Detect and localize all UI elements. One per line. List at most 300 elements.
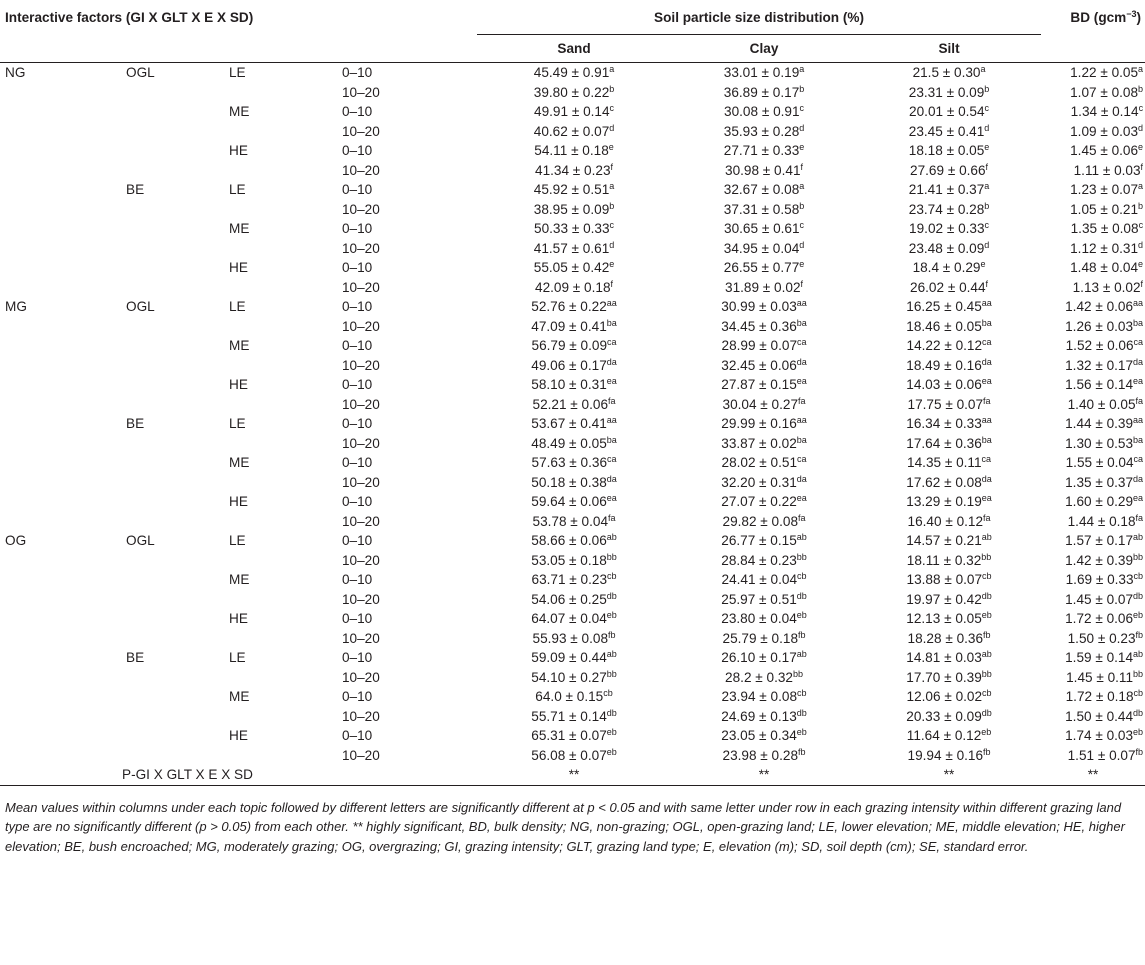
clay-value-cell-text: 27.07 ± 0.22 [721, 494, 797, 509]
significance-letter: fa [983, 512, 991, 523]
significance-letter: f [1140, 278, 1144, 289]
sand-value-cell [477, 707, 671, 727]
sand-value-cell [477, 512, 671, 532]
clay-value-cell-text: 28.02 ± 0.51 [721, 455, 798, 470]
elevation-cell-text: HE [229, 728, 248, 743]
silt-value-cell [857, 336, 1041, 356]
grazing-land-type-cell [113, 648, 228, 668]
soil-depth-cell-text: 0–10 [342, 689, 373, 704]
silt-value-cell-text: 19.94 ± 0.16 [907, 747, 984, 763]
soil-depth-cell [342, 141, 477, 161]
significance-letter: cb [1133, 688, 1144, 698]
silt-value-cell [857, 317, 1041, 337]
soil-depth-cell [342, 531, 477, 551]
table-row [0, 531, 1145, 551]
grazing-land-type-cell [113, 395, 228, 415]
clay-value-cell [671, 83, 857, 103]
bd-value-cell-text: 1.12 ± 0.31 [1070, 240, 1139, 256]
sand-value-cell [477, 492, 671, 512]
elevation-cell-text: ME [229, 455, 250, 470]
significance-letter: d [609, 122, 615, 133]
significance-letter: ca [607, 454, 617, 464]
sand-value-cell [477, 414, 671, 434]
silt-value-cell [857, 609, 1041, 629]
elevation-cell [228, 707, 342, 727]
bd-value-cell-text: 1.30 ± 0.53 [1065, 435, 1134, 451]
grazing-land-type-cell [113, 375, 228, 395]
significance-letter: fa [608, 395, 616, 406]
grazing-intensity-cell [0, 687, 113, 707]
table-row [0, 668, 1145, 688]
significance-letter: e [799, 259, 805, 269]
elevation-cell-text: ME [229, 572, 250, 587]
p-value-clay: ** [671, 765, 857, 785]
clay-value-cell [671, 746, 857, 766]
clay-value-cell [671, 200, 857, 220]
silt-value-cell [857, 102, 1041, 122]
grazing-land-type-cell [113, 297, 228, 317]
silt-value-cell [857, 726, 1041, 746]
grazing-land-type-cell [113, 473, 228, 493]
silt-value-cell-text: 14.81 ± 0.03 [906, 650, 982, 665]
significance-letter: eb [796, 727, 807, 737]
table-row [0, 63, 1145, 83]
silt-value-cell [857, 83, 1041, 103]
silt-value-cell [857, 161, 1041, 181]
soil-depth-cell [342, 570, 477, 590]
bd-value-cell-text: 1.72 ± 0.06 [1065, 611, 1134, 626]
soil-depth-cell [342, 668, 477, 688]
silt-value-cell [857, 278, 1041, 298]
table-row [0, 551, 1145, 571]
significance-letter: d [984, 239, 990, 250]
bd-value-cell [1041, 219, 1145, 239]
elevation-cell [228, 590, 342, 610]
table-row [0, 239, 1145, 259]
bd-value-cell-text: 1.55 ± 0.04 [1065, 455, 1134, 470]
table-row [0, 648, 1145, 668]
silt-value-cell-text: 11.64 ± 0.12 [906, 728, 982, 743]
elevation-cell [228, 531, 342, 551]
soil-depth-cell-text: 10–20 [342, 435, 380, 451]
header-clay: Clay [671, 35, 857, 63]
soil-depth-cell-text: 10–20 [342, 162, 380, 178]
elevation-cell [228, 258, 342, 278]
clay-value-cell [671, 297, 857, 317]
sand-value-cell-text: 41.57 ± 0.61 [533, 240, 610, 256]
soil-depth-cell [342, 414, 477, 434]
significance-letter: fb [983, 629, 991, 640]
clay-value-cell-text: 31.89 ± 0.02 [725, 279, 801, 295]
p-value-sand: ** [477, 765, 671, 785]
significance-letter: da [606, 473, 617, 484]
sand-value-cell [477, 297, 671, 317]
silt-value-cell [857, 687, 1041, 707]
significance-letter: ea [981, 376, 992, 386]
elevation-cell [228, 141, 342, 161]
soil-depth-cell [342, 512, 477, 532]
bd-value-cell-text: 1.26 ± 0.03 [1065, 318, 1134, 334]
bd-value-cell-text: 1.57 ± 0.17 [1065, 533, 1134, 548]
elevation-cell [228, 648, 342, 668]
elevation-cell [228, 375, 342, 395]
clay-value-cell-text: 30.08 ± 0.91 [724, 104, 800, 119]
significance-letter: cb [797, 688, 807, 698]
header-bd-spacer [1041, 35, 1145, 63]
silt-value-cell-text: 18.46 ± 0.05 [906, 318, 982, 334]
significance-letter: b [799, 200, 805, 211]
sand-value-cell-text: 45.92 ± 0.51 [533, 182, 610, 197]
silt-value-cell-text: 17.75 ± 0.07 [907, 396, 984, 412]
silt-value-cell-text: 13.29 ± 0.19 [906, 494, 982, 509]
bd-value-cell-text: 1.40 ± 0.05 [1067, 396, 1136, 412]
clay-value-cell [671, 161, 857, 181]
soil-depth-cell [342, 648, 477, 668]
silt-value-cell [857, 141, 1041, 161]
silt-value-cell-text: 20.01 ± 0.54 [909, 104, 985, 119]
soil-depth-cell [342, 453, 477, 473]
grazing-land-type-cell [113, 668, 228, 688]
clay-value-cell [671, 434, 857, 454]
clay-value-cell-text: 34.45 ± 0.36 [721, 318, 797, 334]
silt-value-cell [857, 434, 1041, 454]
grazing-intensity-cell [0, 239, 113, 259]
clay-value-cell-text: 32.67 ± 0.08 [723, 182, 800, 197]
significance-letter: bb [796, 551, 807, 562]
p-value-label: P-GI X GLT X E X SD [0, 765, 477, 785]
bd-value-cell [1041, 726, 1145, 746]
soil-depth-cell [342, 336, 477, 356]
significance-letter: da [981, 473, 992, 484]
table-row [0, 317, 1145, 337]
elevation-cell [228, 63, 342, 83]
soil-depth-cell [342, 609, 477, 629]
elevation-cell [228, 356, 342, 376]
silt-value-cell-text: 14.03 ± 0.06 [906, 377, 982, 392]
table-row [0, 336, 1145, 356]
grazing-intensity-cell [0, 648, 113, 668]
significance-letter: d [984, 122, 990, 133]
clay-value-cell-text: 24.69 ± 0.13 [721, 708, 797, 724]
grazing-intensity-cell [0, 414, 113, 434]
soil-depth-cell-text: 10–20 [342, 669, 380, 685]
sand-value-cell [477, 356, 671, 376]
significance-letter: ca [797, 454, 807, 464]
grazing-intensity-cell [0, 317, 113, 337]
significance-letter: da [1133, 356, 1144, 367]
grazing-land-type-cell [113, 141, 228, 161]
soil-depth-cell [342, 122, 477, 142]
silt-value-cell [857, 531, 1041, 551]
significance-letter: db [1133, 707, 1144, 718]
significance-letter: eb [796, 610, 807, 620]
elevation-cell-text: ME [229, 338, 250, 353]
grazing-intensity-cell [0, 63, 113, 83]
soil-depth-cell [342, 63, 477, 83]
sand-value-cell [477, 102, 671, 122]
significance-letter: ba [981, 434, 992, 445]
significance-letter: aa [796, 415, 807, 425]
significance-letter: d [1138, 122, 1144, 133]
significance-letter: aa [1133, 415, 1144, 425]
soil-depth-cell-text: 0–10 [342, 416, 373, 431]
significance-letter: eb [981, 727, 992, 737]
bd-value-cell-text: 1.22 ± 0.05 [1070, 65, 1139, 80]
significance-letter: ea [796, 493, 807, 503]
bd-value-cell [1041, 512, 1145, 532]
silt-value-cell [857, 453, 1041, 473]
elevation-cell-text: LE [229, 182, 246, 197]
silt-value-cell [857, 648, 1041, 668]
bd-value-cell [1041, 414, 1145, 434]
elevation-cell [228, 434, 342, 454]
soil-depth-cell [342, 278, 477, 298]
soil-depth-cell [342, 746, 477, 766]
grazing-intensity-cell [0, 434, 113, 454]
sand-value-cell-text: 40.62 ± 0.07 [533, 123, 610, 139]
significance-letter: da [1133, 473, 1144, 484]
clay-value-cell [671, 278, 857, 298]
soil-depth-cell-text: 0–10 [342, 494, 373, 509]
clay-value-cell-text: 32.20 ± 0.31 [721, 474, 797, 490]
clay-value-cell-text: 36.89 ± 0.17 [723, 84, 800, 100]
sand-value-cell-text: 45.49 ± 0.91 [533, 65, 610, 80]
significance-letter: ba [1133, 434, 1144, 445]
significance-letter: f [1140, 161, 1144, 172]
bd-value-cell-text: 1.72 ± 0.18 [1065, 689, 1134, 704]
soil-depth-cell [342, 492, 477, 512]
grazing-intensity-cell [0, 746, 113, 766]
sand-value-cell-text: 50.18 ± 0.38 [531, 474, 607, 490]
bd-value-cell-text: 1.34 ± 0.14 [1070, 104, 1139, 119]
table-row [0, 375, 1145, 395]
significance-letter: eb [606, 727, 617, 737]
clay-value-cell [671, 570, 857, 590]
elevation-cell [228, 278, 342, 298]
table-row [0, 570, 1145, 590]
significance-letter: eb [606, 746, 617, 757]
significance-letter: fa [798, 512, 806, 523]
sand-value-cell [477, 473, 671, 493]
sand-value-cell-text: 48.49 ± 0.05 [531, 435, 607, 451]
clay-value-cell-text: 35.93 ± 0.28 [723, 123, 800, 139]
grazing-land-type-cell [113, 453, 228, 473]
significance-letter: f [610, 161, 614, 172]
sand-value-cell-text: 49.06 ± 0.17 [531, 357, 607, 373]
silt-value-cell [857, 512, 1041, 532]
sand-value-cell-text: 53.05 ± 0.18 [531, 552, 607, 568]
sand-value-cell [477, 336, 671, 356]
sand-value-cell-text: 47.09 ± 0.41 [531, 318, 607, 334]
elevation-cell [228, 317, 342, 337]
soil-depth-cell-text: 0–10 [342, 143, 373, 158]
table-row [0, 395, 1145, 415]
bd-value-cell-text: 1.50 ± 0.44 [1065, 708, 1134, 724]
sand-value-cell-text: 65.31 ± 0.07 [531, 728, 607, 743]
soil-depth-cell-text: 0–10 [342, 377, 373, 392]
significance-letter: ba [981, 317, 992, 328]
bd-value-cell [1041, 395, 1145, 415]
clay-value-cell [671, 414, 857, 434]
bd-value-cell [1041, 687, 1145, 707]
significance-letter: eb [606, 610, 617, 620]
significance-letter: e [1138, 259, 1144, 269]
grazing-land-type-cell [113, 492, 228, 512]
clay-value-cell-text: 33.01 ± 0.19 [723, 65, 800, 80]
significance-letter: aa [796, 298, 807, 308]
header-particle-size-label: Soil particle size distribution (%) [654, 9, 865, 25]
clay-value-cell-text: 28.2 ± 0.32 [725, 669, 793, 685]
bd-value-cell [1041, 297, 1145, 317]
grazing-intensity-cell [0, 102, 113, 122]
clay-value-cell-text: 23.05 ± 0.34 [721, 728, 797, 743]
bd-value-cell [1041, 278, 1145, 298]
significance-letter: b [609, 200, 615, 211]
elevation-cell [228, 687, 342, 707]
header-particle-size-group [477, 0, 1041, 35]
silt-value-cell-text: 23.31 ± 0.09 [908, 84, 985, 100]
grazing-intensity-cell [0, 83, 113, 103]
sand-value-cell [477, 531, 671, 551]
significance-letter: cb [797, 571, 807, 581]
elevation-cell [228, 668, 342, 688]
clay-value-cell-text: 29.99 ± 0.16 [721, 416, 797, 431]
soil-depth-cell-text: 0–10 [342, 572, 373, 587]
significance-letter: e [608, 142, 614, 152]
soil-depth-cell-text: 10–20 [342, 747, 380, 763]
silt-value-cell [857, 590, 1041, 610]
elevation-cell [228, 336, 342, 356]
soil-depth-cell-text: 10–20 [342, 84, 380, 100]
clay-value-cell-text: 23.94 ± 0.08 [721, 689, 798, 704]
silt-value-cell-text: 12.06 ± 0.02 [906, 689, 983, 704]
bd-value-cell [1041, 200, 1145, 220]
bd-value-cell [1041, 102, 1145, 122]
silt-value-cell [857, 356, 1041, 376]
elevation-cell [228, 492, 342, 512]
clay-value-cell [671, 375, 857, 395]
significance-letter: ab [796, 532, 807, 542]
sand-value-cell [477, 141, 671, 161]
soil-depth-cell [342, 102, 477, 122]
grazing-intensity-cell [0, 609, 113, 629]
silt-value-cell-text: 12.13 ± 0.05 [906, 611, 982, 626]
significance-letter: eb [1133, 727, 1144, 737]
significance-letter: aa [606, 415, 617, 425]
silt-value-cell-text: 21.5 ± 0.30 [912, 65, 981, 80]
significance-letter: d [799, 122, 805, 133]
significance-letter: fb [1135, 629, 1144, 640]
bd-value-cell-text: 1.23 ± 0.07 [1070, 182, 1139, 197]
significance-letter: b [984, 83, 990, 94]
grazing-land-type-cell-text: OGL [126, 299, 155, 314]
significance-letter: c [984, 220, 990, 230]
clay-value-cell [671, 551, 857, 571]
significance-letter: da [796, 356, 807, 367]
silt-value-cell [857, 297, 1041, 317]
grazing-intensity-cell [0, 395, 113, 415]
significance-letter: cb [982, 571, 992, 581]
elevation-cell [228, 746, 342, 766]
sand-value-cell-text: 58.66 ± 0.06 [531, 533, 607, 548]
bd-value-cell-text: 1.59 ± 0.14 [1065, 650, 1134, 665]
clay-value-cell [671, 453, 857, 473]
bd-value-cell [1041, 161, 1145, 181]
sand-value-cell [477, 570, 671, 590]
significance-letter: f [610, 278, 614, 289]
silt-value-cell-text: 23.45 ± 0.41 [908, 123, 985, 139]
silt-value-cell [857, 570, 1041, 590]
soil-depth-cell [342, 707, 477, 727]
elevation-cell [228, 551, 342, 571]
significance-letter: d [609, 239, 615, 250]
significance-letter: d [799, 239, 805, 250]
significance-letter: c [1138, 103, 1144, 113]
significance-letter: ba [606, 434, 617, 445]
soil-depth-cell-text: 0–10 [342, 728, 373, 743]
grazing-land-type-cell [113, 180, 228, 200]
silt-value-cell-text: 13.88 ± 0.07 [906, 572, 983, 587]
grazing-intensity-cell [0, 590, 113, 610]
bd-value-cell [1041, 317, 1145, 337]
sand-value-cell [477, 687, 671, 707]
silt-value-cell [857, 239, 1041, 259]
significance-letter: ca [607, 337, 617, 347]
sand-value-cell-text: 64.0 ± 0.15 [535, 689, 604, 704]
grazing-intensity-cell [0, 356, 113, 376]
bd-value-cell [1041, 590, 1145, 610]
soil-depth-cell-text: 0–10 [342, 260, 373, 275]
table-row [0, 512, 1145, 532]
silt-value-cell [857, 258, 1041, 278]
soil-depth-cell [342, 375, 477, 395]
bd-value-cell [1041, 180, 1145, 200]
elevation-cell [228, 200, 342, 220]
significance-letter: fb [608, 629, 616, 640]
grazing-intensity-cell [0, 180, 113, 200]
grazing-intensity-cell [0, 375, 113, 395]
sand-value-cell-text: 54.06 ± 0.25 [531, 591, 607, 607]
silt-value-cell-text: 17.64 ± 0.36 [906, 435, 982, 451]
soil-depth-cell [342, 434, 477, 454]
significance-letter: c [609, 103, 615, 113]
significance-letter: db [981, 707, 992, 718]
elevation-cell [228, 161, 342, 181]
significance-letter: bb [1133, 668, 1144, 679]
elevation-cell-text: LE [229, 299, 246, 314]
grazing-intensity-cell [0, 258, 113, 278]
grazing-land-type-cell-text: BE [126, 182, 145, 197]
sand-value-cell-text: 49.91 ± 0.14 [534, 104, 610, 119]
soil-depth-cell [342, 297, 477, 317]
significance-letter: bb [1133, 551, 1144, 562]
p-value-silt: ** [857, 765, 1041, 785]
clay-value-cell [671, 395, 857, 415]
significance-letter: a [799, 181, 805, 191]
significance-letter: cb [607, 571, 617, 581]
sand-value-cell [477, 726, 671, 746]
soil-depth-cell-text: 10–20 [342, 513, 380, 529]
clay-value-cell [671, 707, 857, 727]
sand-value-cell-text: 58.10 ± 0.31 [531, 377, 607, 392]
bd-value-cell [1041, 492, 1145, 512]
significance-letter: aa [1133, 298, 1144, 308]
bd-value-cell [1041, 473, 1145, 493]
soil-depth-cell-text: 0–10 [342, 611, 373, 626]
significance-letter: bb [606, 668, 617, 679]
sand-value-cell [477, 122, 671, 142]
grazing-intensity-cell [0, 200, 113, 220]
